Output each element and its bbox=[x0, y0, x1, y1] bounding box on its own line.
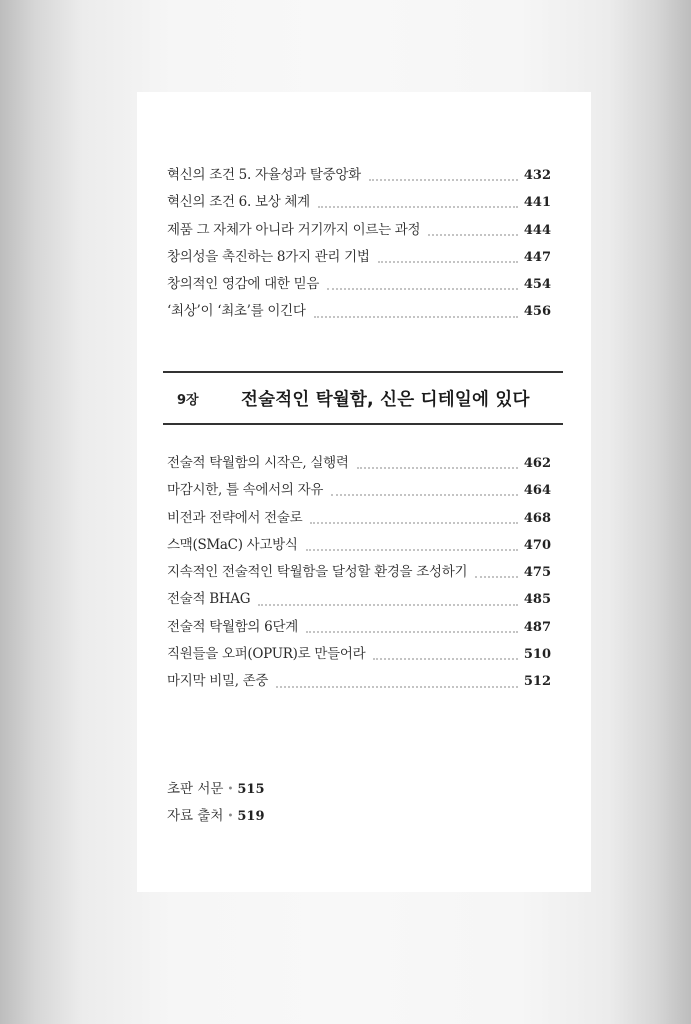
toc-entry-page: 462 bbox=[523, 456, 551, 471]
chapter-number: 9장 bbox=[177, 392, 199, 408]
toc-entry-page: 468 bbox=[523, 510, 551, 526]
toc-entry-title: 혁신의 조건 5. 자율성과 탈중앙화 bbox=[167, 167, 361, 183]
dot-leader bbox=[276, 685, 518, 688]
toc-entry bbox=[167, 450, 551, 477]
chapter-title: 전술적인 탁월함, 신은 디테일에 있다 bbox=[241, 389, 530, 410]
dot-leader bbox=[306, 630, 518, 633]
toc-entry bbox=[167, 614, 551, 641]
toc-entry-page: 475 bbox=[523, 565, 551, 581]
back-matter-page: 515 bbox=[237, 782, 265, 797]
dot-leader bbox=[310, 521, 517, 524]
toc-entry-title: 혁신의 조건 6. 보상 체계 bbox=[167, 194, 310, 211]
toc-entry-title: 전술적 BHAG bbox=[167, 591, 251, 608]
toc-entry-title: 마감시한, 틀 속에서의 자유 bbox=[167, 482, 324, 499]
dot-leader bbox=[258, 603, 518, 606]
toc-entry-title: 전술적 탁월함의 6단계 bbox=[167, 618, 298, 635]
toc-list-chapter-9 bbox=[167, 450, 551, 696]
bullet-separator: • bbox=[227, 811, 234, 822]
toc-entry bbox=[167, 162, 551, 189]
toc-entry-title: 지속적인 전술적인 탁월함을 달성할 환경을 조성하기 bbox=[167, 564, 468, 581]
dot-leader bbox=[314, 315, 518, 318]
toc-entry-page: 444 bbox=[523, 222, 551, 238]
toc-entry-page: 487 bbox=[523, 619, 551, 635]
toc-entry-page: 456 bbox=[523, 304, 551, 320]
toc-entry bbox=[167, 532, 551, 559]
dot-leader bbox=[475, 575, 518, 578]
chapter-heading bbox=[163, 371, 563, 425]
toc-entry bbox=[167, 668, 551, 695]
toc-entry-page: 512 bbox=[523, 674, 551, 690]
dot-leader bbox=[369, 178, 518, 181]
toc-entry bbox=[167, 271, 551, 298]
toc-entry bbox=[167, 505, 551, 532]
toc-entry bbox=[167, 217, 551, 244]
toc-entry-title: 비전과 전략에서 전술로 bbox=[167, 509, 303, 526]
toc-entry-page: 485 bbox=[523, 592, 551, 608]
toc-entry-title: 창의성을 촉진하는 8가지 관리 기법 bbox=[167, 248, 370, 265]
toc-entry bbox=[167, 559, 551, 586]
toc-entry bbox=[167, 477, 551, 504]
toc-entry-title: 직원들을 오퍼(OPUR)로 만들어라 bbox=[167, 646, 366, 663]
toc-entry-title: 스맥(SMaC) 사고방식 bbox=[167, 536, 298, 553]
back-matter-entry bbox=[167, 776, 265, 803]
toc-entry-page: 432 bbox=[523, 168, 551, 183]
bullet-separator: • bbox=[227, 784, 234, 795]
toc-list-previous-chapter bbox=[167, 162, 551, 326]
dot-leader bbox=[357, 466, 518, 469]
book-page bbox=[137, 92, 591, 892]
toc-entry-page: 454 bbox=[523, 277, 551, 293]
toc-entry bbox=[167, 189, 551, 216]
back-matter-title: 초판 서문 bbox=[167, 781, 224, 797]
toc-entry-title: 창의적인 영감에 대한 믿음 bbox=[167, 276, 320, 293]
dot-leader bbox=[327, 287, 518, 290]
dot-leader bbox=[331, 493, 518, 496]
back-matter-entry bbox=[167, 803, 265, 830]
dot-leader bbox=[428, 233, 518, 236]
toc-entry-page: 447 bbox=[523, 249, 551, 265]
toc-entry bbox=[167, 586, 551, 613]
dot-leader bbox=[318, 205, 518, 208]
back-matter-list bbox=[167, 776, 265, 830]
toc-entry-page: 510 bbox=[523, 647, 551, 663]
toc-entry-title: 제품 그 자체가 아니라 거기까지 이르는 과정 bbox=[167, 221, 421, 238]
back-matter-title: 자료 출처 bbox=[167, 808, 224, 824]
toc-entry-title: 마지막 비밀, 존중 bbox=[167, 673, 269, 690]
dot-leader bbox=[378, 260, 518, 263]
toc-entry-page: 464 bbox=[523, 483, 551, 499]
back-matter-page: 519 bbox=[237, 809, 265, 824]
toc-entry-page: 441 bbox=[523, 195, 551, 211]
toc-entry bbox=[167, 244, 551, 271]
toc-entry bbox=[167, 641, 551, 668]
toc-entry bbox=[167, 298, 551, 325]
toc-entry-page: 470 bbox=[523, 537, 551, 553]
dot-leader bbox=[306, 548, 518, 551]
toc-entry-title: 전술적 탁월함의 시작은, 실행력 bbox=[167, 455, 349, 471]
dot-leader bbox=[373, 657, 518, 660]
toc-entry-title: ‘최상’이 ‘최초’를 이긴다 bbox=[167, 303, 306, 320]
